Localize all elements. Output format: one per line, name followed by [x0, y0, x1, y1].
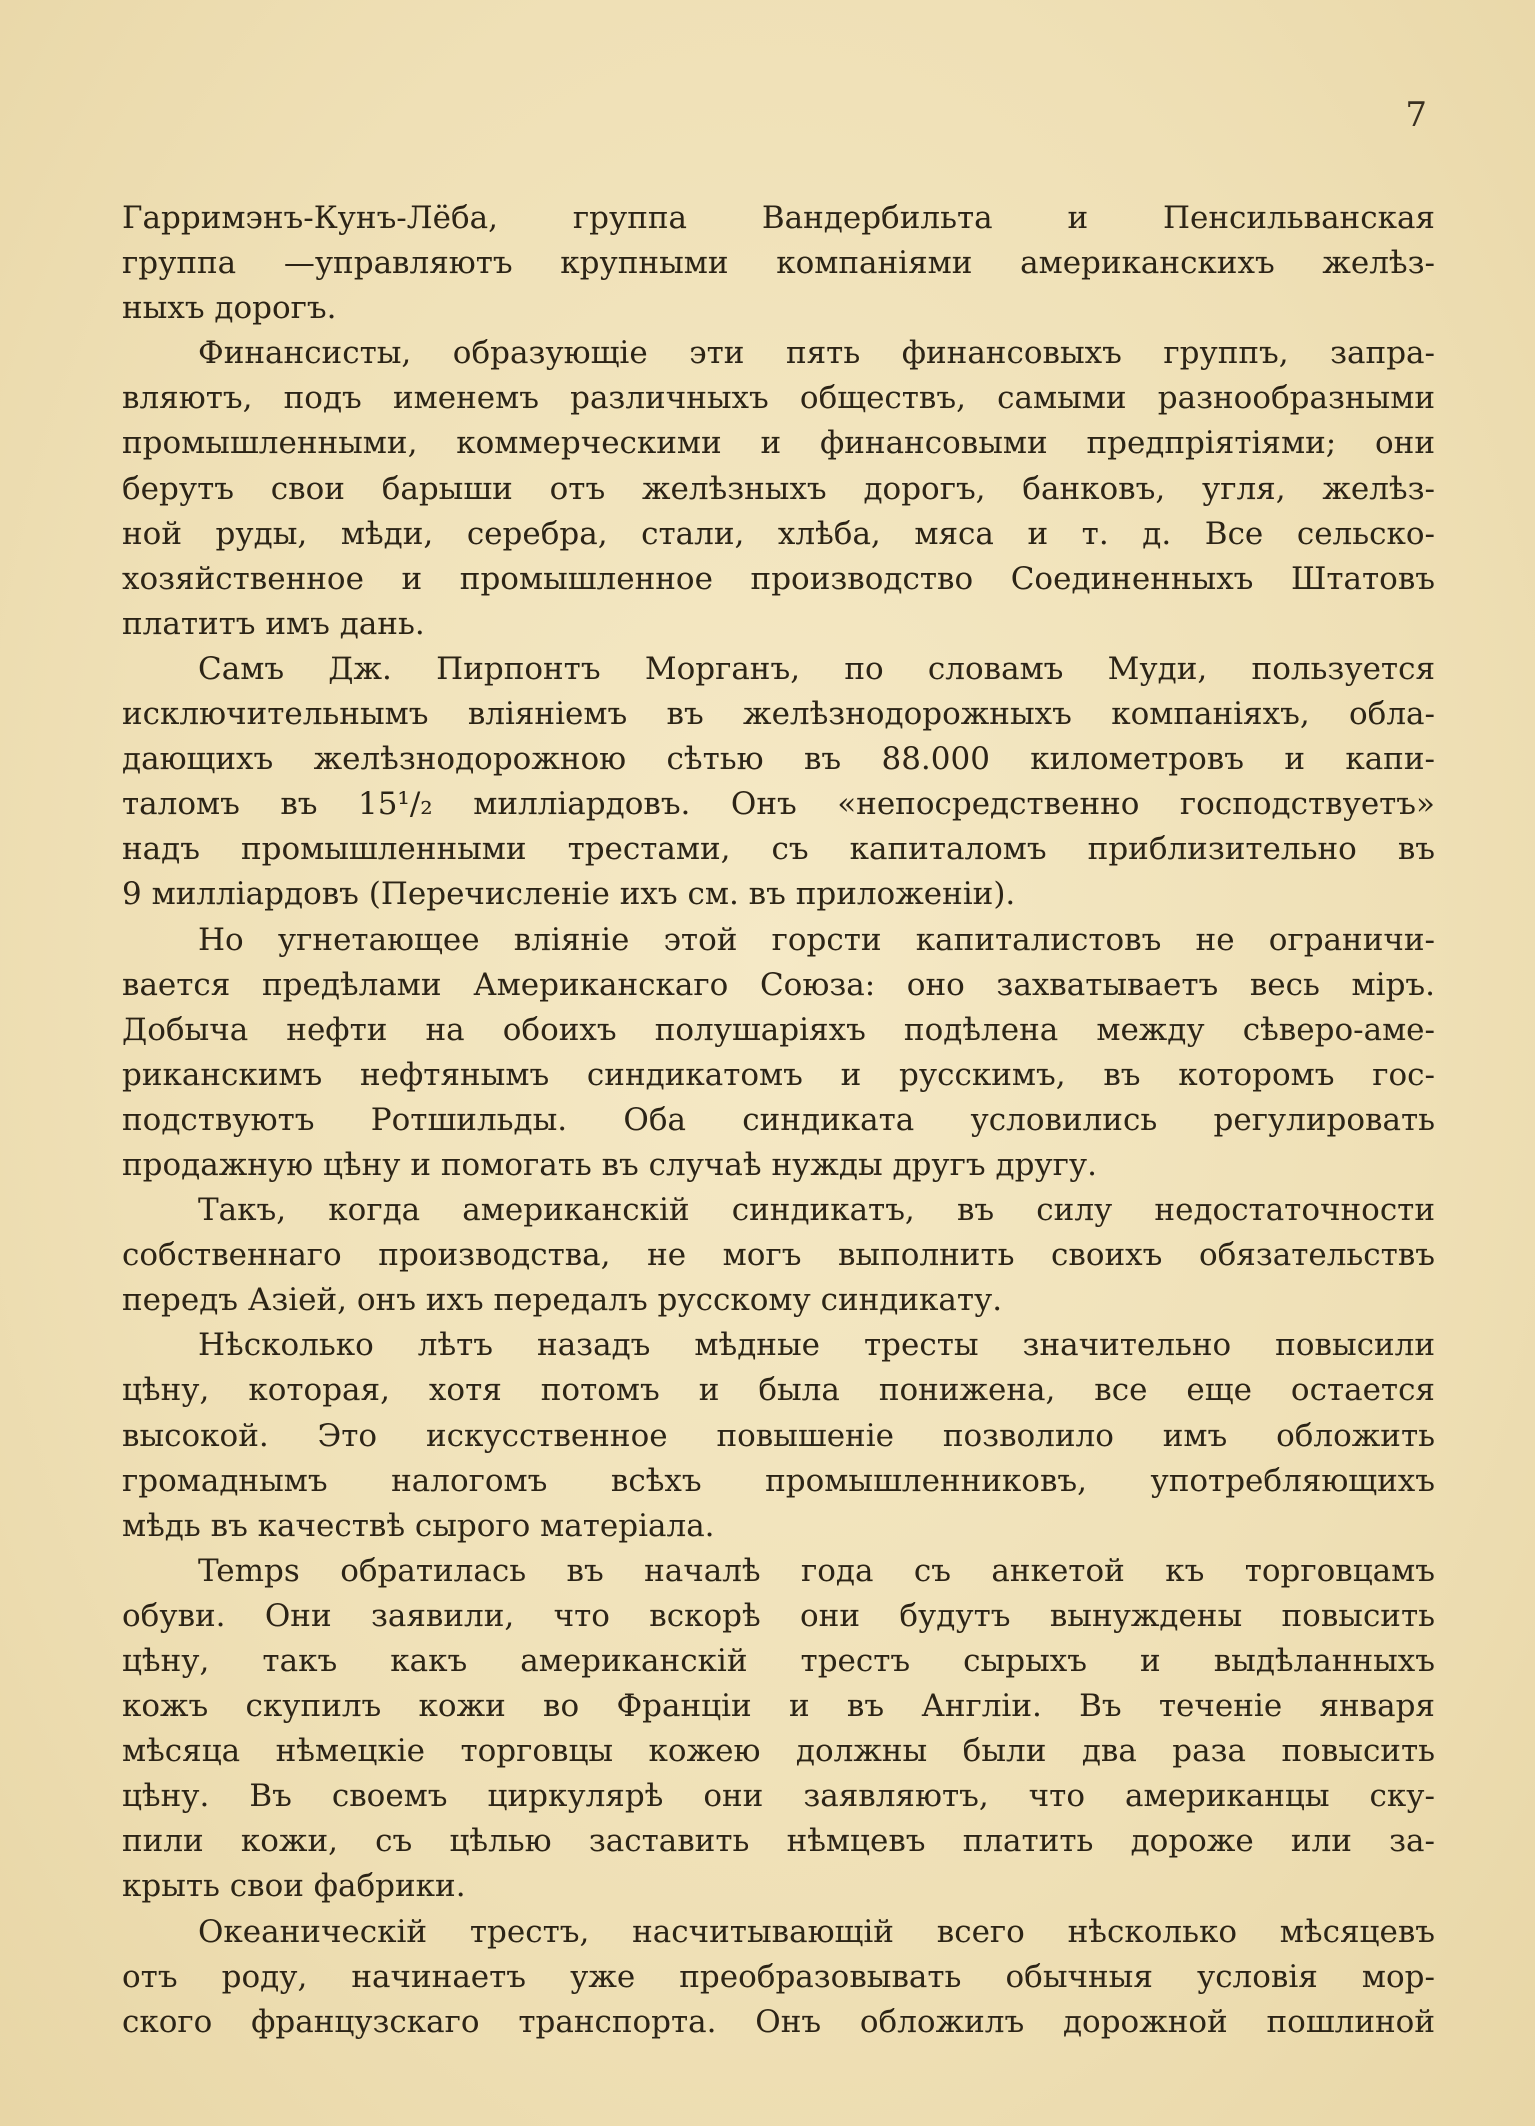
- text-line: Такъ, когда американскій синдикатъ, въ силу недостаточности: [198, 1192, 1435, 1229]
- text-line: вается предѣлами Американскаго Союза: оно захватываетъ весь міръ.: [122, 966, 1435, 1003]
- paragraph: [122, 1549, 1435, 1910]
- text-line: обуви. Они заявили, что вскорѣ они будутъ вынуждены повысить: [122, 1597, 1435, 1634]
- text-line: платитъ имъ дань.: [122, 605, 425, 642]
- paragraph: [122, 1323, 1435, 1548]
- text-line: хозяйственное и промышленное производство Соединенныхъ Штатовъ: [122, 560, 1435, 597]
- text-line: отъ роду, начинаетъ уже преобразовывать обычныя условія мор-: [122, 1958, 1435, 1995]
- text-line: передъ Азіей, онъ ихъ передалъ русскому синдикату.: [122, 1282, 1003, 1319]
- paragraph: [122, 1910, 1435, 2045]
- text-line: кожъ скупилъ кожи во Франціи и въ Англіи. Въ теченіе января: [122, 1688, 1435, 1725]
- text-line: цѣну. Въ своемъ циркулярѣ они заявляютъ, что американцы ску-: [122, 1778, 1435, 1815]
- text-line: ныхъ дорогъ.: [122, 290, 337, 327]
- text-line: цѣну, которая, хотя потомъ и была понижена, все еще остается: [122, 1372, 1435, 1409]
- text-line: громаднымъ налогомъ всѣхъ промышленниковъ, употребляющихъ: [122, 1462, 1435, 1499]
- paragraph: [122, 331, 1435, 647]
- text-line: таломъ въ 15¹/₂ милліардовъ. Онъ «непосредственно господствуетъ»: [122, 786, 1435, 823]
- text-line: 9 милліардовъ (Перечисленіе ихъ см. въ приложеніи).: [122, 876, 1016, 913]
- text-line: мѣдь въ качествѣ сырого матеріала.: [122, 1507, 715, 1544]
- text-line: надъ промышленными трестами, съ капиталомъ приблизительно въ: [122, 831, 1435, 868]
- text-line: Но угнетающее вліяніе этой горсти капиталистовъ не ограничи-: [198, 921, 1435, 958]
- text-line: дающихъ желѣзнодорожною сѣтью въ 88.000 километровъ и капи-: [122, 741, 1435, 778]
- text-line: цѣну, такъ какъ американскій трестъ сырыхъ и выдѣланныхъ: [122, 1643, 1435, 1679]
- text-line: промышленными, коммерческими и финансовыми предпріятіями; они: [122, 425, 1435, 462]
- paragraph: [122, 196, 1435, 331]
- text-line: исключительнымъ вліяніемъ въ желѣзнодорожныхъ компаніяхъ, обла-: [122, 696, 1435, 733]
- body-text: [122, 196, 1435, 2045]
- text-line: Океаническій трестъ, насчитывающій всего нѣсколько мѣсяцевъ: [198, 1913, 1435, 1950]
- text-line: подствуютъ Ротшильды. Оба синдиката условились регулировать: [122, 1101, 1435, 1138]
- text-line: риканскимъ нефтянымъ синдикатомъ и русскимъ, въ которомъ гос-: [122, 1056, 1435, 1093]
- text-line: Гарримэнъ-Кунъ-Лёба, группа Вандербильта и Пенсильванская: [122, 200, 1435, 236]
- text-line: группа —управляютъ крупными компаніями американскихъ желѣз-: [122, 245, 1435, 282]
- text-line: крыть свои фабрики.: [122, 1868, 466, 1905]
- text-line: ной руды, мѣди, серебра, стали, хлѣба, мяса и т. д. Все сельско-: [122, 515, 1435, 552]
- text-line: мѣсяца нѣмецкіе торговцы кожею должны были два раза повысить: [122, 1733, 1435, 1770]
- paragraph: [122, 1188, 1435, 1323]
- text-line: Temps обратилась въ началѣ года съ анкетой къ торговцамъ: [198, 1552, 1435, 1589]
- text-line: ского французскаго транспорта. Онъ обложилъ дорожной пошлиной: [122, 2003, 1435, 2040]
- text-line: собственнаго производства, не могъ выполнить своихъ обязательствъ: [122, 1237, 1435, 1274]
- text-line: высокой. Это искусственное повышеніе позволило имъ обложить: [122, 1417, 1435, 1454]
- paragraph: [122, 918, 1435, 1189]
- page-number: 7: [1405, 95, 1427, 135]
- text-line: продажную цѣну и помогать въ случаѣ нужды другъ другу.: [122, 1146, 1097, 1183]
- text-line: Финансисты, образующіе эти пять финансовыхъ группъ, запра-: [198, 335, 1435, 372]
- text-line: пили кожи, съ цѣлью заставить нѣмцевъ платить дороже или за-: [122, 1823, 1435, 1860]
- text-line: вляютъ, подъ именемъ различныхъ обществъ, самыми разнообразными: [122, 380, 1435, 417]
- text-line: Нѣсколько лѣтъ назадъ мѣдные тресты значительно повысили: [198, 1327, 1435, 1364]
- text-line: Добыча нефти на обоихъ полушаріяхъ подѣлена между сѣверо-аме-: [122, 1011, 1435, 1048]
- paragraph: [122, 647, 1435, 918]
- text-line: Самъ Дж. Пирпонтъ Морганъ, по словамъ Муди, пользуется: [198, 650, 1435, 687]
- text-line: берутъ свои барыши отъ желѣзныхъ дорогъ, банковъ, угля, желѣз-: [122, 470, 1435, 507]
